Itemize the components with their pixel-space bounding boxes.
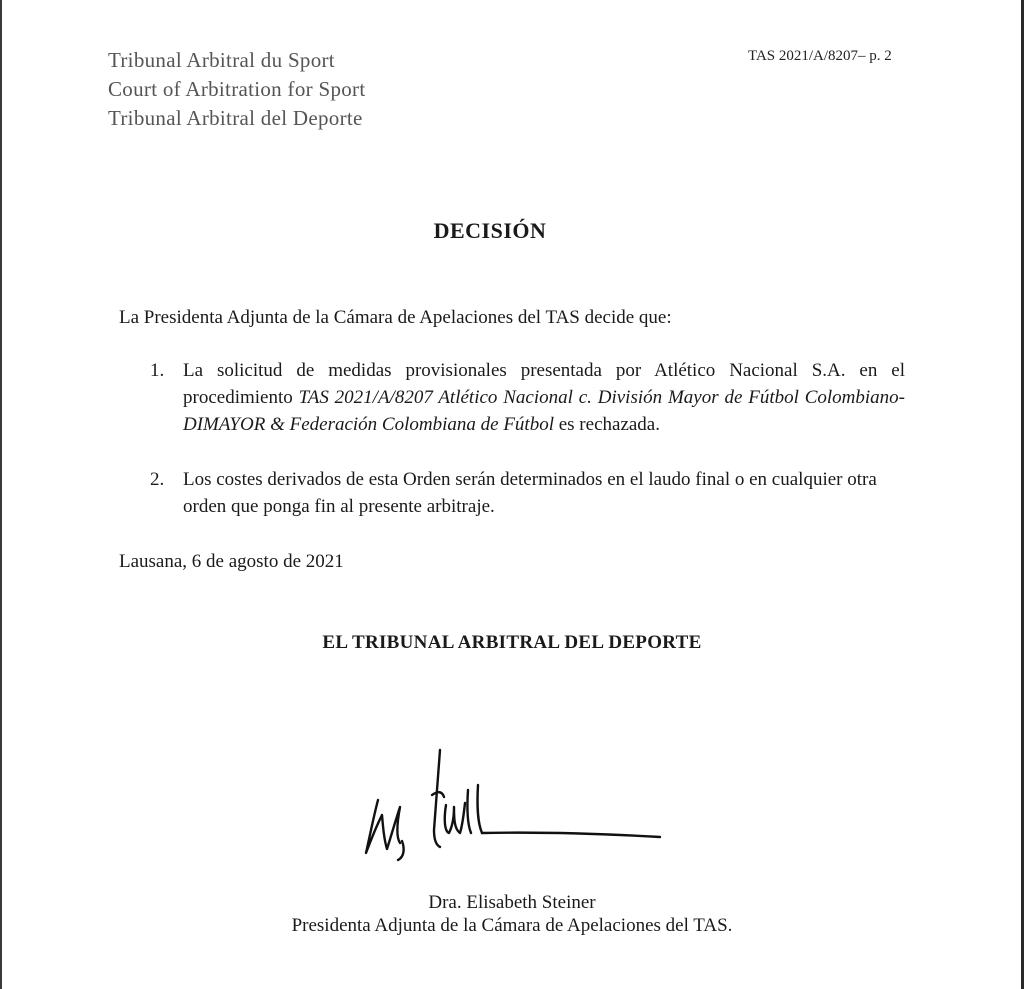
case-name: TAS 2021/A/8207 Atlético Nacional c. División Mayor de Fútbol Colombiano-DIMAYOR & Federación Colombiana de Fútbol (183, 387, 905, 435)
signer-name: Dra. Elisabeth Steiner (428, 892, 596, 913)
item-text-end: es rechazada. (553, 414, 660, 435)
item-number: 2. (150, 469, 165, 490)
tribunal-heading: EL TRIBUNAL ARBITRAL DEL DEPORTE (322, 632, 702, 653)
letterhead-spanish: Tribunal Arbitral del Deporte (108, 106, 363, 130)
item-text: Los costes derivados de esta Orden serán determinados en el laudo final o en cualquier otra orden que ponga fin al presente arbitraje. (183, 469, 877, 517)
letterhead (108, 46, 365, 133)
place-date: Lausana, 6 de agosto de 2021 (119, 551, 344, 572)
letterhead-french: Tribunal Arbitral du Sport (108, 48, 335, 72)
item-text-start: La solicitud de medidas provisionales presentada por Atlético Nacional S.A. en el procedimiento (183, 360, 905, 408)
decision-item-1 (150, 357, 905, 438)
letterhead-english: Court of Arbitration for Sport (108, 77, 366, 101)
intro-paragraph: La Presidenta Adjunta de la Cámara de Apelaciones del TAS decide que: (119, 307, 672, 328)
item-text (183, 357, 905, 438)
decision-title: DECISIÓN (433, 218, 547, 243)
page-edge-left (0, 0, 2, 989)
decision-item-2 (150, 466, 905, 520)
handwritten-signature (350, 745, 670, 870)
item-number: 1. (150, 360, 165, 381)
signer-title: Presidenta Adjunta de la Cámara de Apelaciones del TAS. (291, 915, 733, 936)
case-reference: TAS 2021/A/8207– p. 2 (748, 48, 892, 64)
